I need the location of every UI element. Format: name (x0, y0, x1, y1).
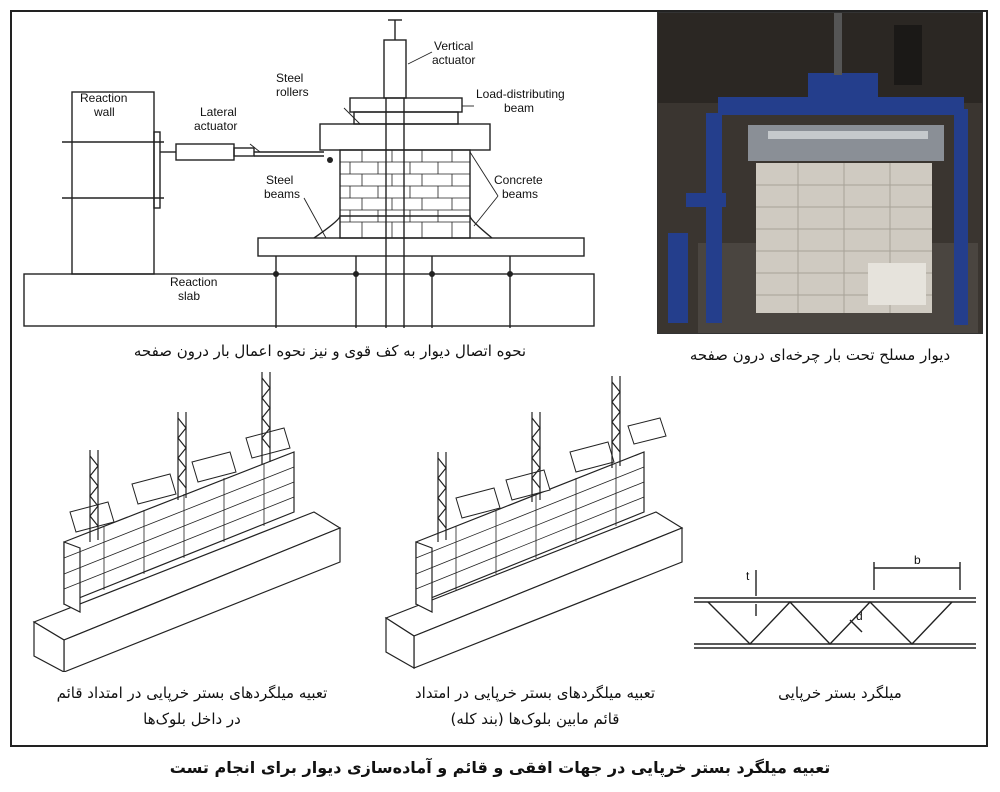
reaction-wall (72, 92, 154, 274)
caption-test-setup: نحوه اتصال دیوار به کف قوی و نیز نحوه اعمال بار درون صفحه (133, 342, 527, 360)
truss-label-t: t (746, 569, 750, 583)
caption-truss: میلگرد بستر خرپایی (778, 684, 902, 702)
label-load-distributing-2: beam (504, 101, 535, 115)
load-distributing-beam (350, 98, 462, 112)
label-load-distributing: Load-distributing (476, 87, 565, 101)
label-reaction-wall-2: wall (94, 105, 115, 119)
label-lateral-actuator: Lateral (200, 105, 237, 119)
wall-photo (657, 12, 983, 334)
reaction-slab (24, 274, 594, 326)
truss-reinforcement-diagram (690, 550, 980, 660)
wall-vertical-inside-diagram (24, 372, 354, 672)
truss-label-b: b (914, 553, 921, 567)
label-reaction-wall: Reaction (80, 91, 128, 105)
base-steel-beam (258, 238, 584, 256)
figure-caption: تعبیه میلگرد بستر خرپایی در جهات افقی و قائم و آماده‌سازی دیوار برای انجام تست (169, 758, 831, 777)
caption-vertical-between-line2: قائم مابین بلوک‌ها (بند کله) (450, 710, 620, 728)
label-reaction-slab: Reaction (170, 275, 218, 289)
caption-vertical-between-line1: تعبیه میلگردهای بستر خرپایی در امتداد (414, 684, 656, 702)
label-steel-rollers-2: rollers (276, 85, 309, 99)
vertical-actuator (384, 40, 406, 98)
caption-photo: دیوار مسلح تحت بار چرخه‌ای درون صفحه (689, 346, 951, 364)
caption-vertical-inside (24, 680, 360, 732)
label-steel-rollers: Steel (276, 71, 304, 85)
label-vertical-actuator-2: actuator (432, 53, 476, 67)
test-setup-diagram (14, 12, 654, 342)
label-reaction-slab-2: slab (178, 289, 201, 303)
caption-vertical-inside-line2: در داخل بلوک‌ها (143, 710, 241, 728)
caption-vertical-between (380, 680, 690, 732)
label-lateral-actuator-2: actuator (194, 119, 238, 133)
label-steel-beams-2: beams (264, 187, 301, 201)
label-concrete-beams: Concrete (494, 173, 543, 187)
truss-label-d: d (856, 609, 863, 623)
top-steel-beam (320, 124, 490, 150)
label-vertical-actuator: Vertical (434, 39, 474, 53)
label-concrete-beams-2: beams (502, 187, 539, 201)
label-steel-beams: Steel (266, 173, 294, 187)
masonry-wall (340, 150, 470, 238)
caption-vertical-inside-line1: تعبیه میلگردهای بستر خرپایی در امتداد قائم (56, 684, 328, 702)
lateral-actuator (176, 144, 234, 160)
wall-vertical-between-diagram (380, 372, 690, 672)
